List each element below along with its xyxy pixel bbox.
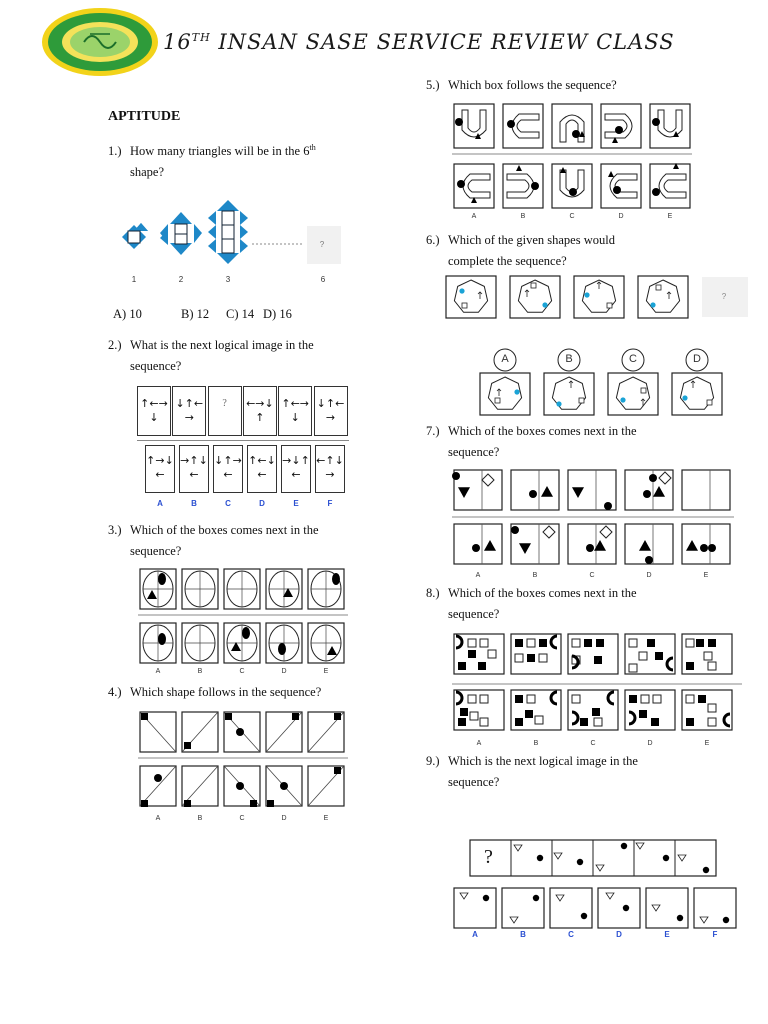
q3-dot	[242, 627, 250, 639]
question-5: 5.) Which box follows the sequence?	[426, 78, 617, 92]
q3-dot	[278, 643, 286, 655]
q4-option-label: C	[239, 815, 245, 822]
q2-option-cell[interactable]: →↓↑ ←	[281, 445, 311, 493]
q1-option-b[interactable]: B) 12	[181, 307, 210, 321]
q6-teal-dot	[620, 397, 625, 402]
q2-option-cell[interactable]: ↑←↓ ←	[247, 445, 277, 493]
q8-white-square	[704, 652, 712, 660]
q5-dot	[455, 118, 463, 126]
q8-white-square	[468, 639, 476, 647]
q4-option-label: D	[281, 815, 287, 822]
q1-option-d[interactable]: D) 16	[263, 307, 292, 321]
q4-square	[141, 713, 148, 720]
q7-dot	[700, 544, 708, 552]
q8-white-square	[488, 650, 496, 658]
question-9: 9.) Which is the next logical image in the sequence?	[426, 754, 638, 789]
question-7: 7.) Which of the boxes comes next in the sequence?	[426, 424, 637, 459]
q9-dot	[621, 843, 627, 849]
club-logo	[40, 6, 160, 78]
q6-square	[495, 398, 500, 403]
q6-teal-dot	[682, 395, 687, 400]
q7-dot	[649, 474, 657, 482]
q8-black-square	[580, 718, 588, 726]
q5-sequence-box	[601, 104, 641, 148]
q1-label-3: 3	[225, 275, 231, 284]
question-1: 1.) How many triangles will be in the 6th shape?	[108, 143, 316, 180]
q9-option-label: C	[568, 930, 574, 939]
q7-sequence-box	[511, 470, 559, 510]
q2-sequence-cell: ←→↓ ↑	[243, 386, 277, 436]
q8-white-square	[653, 695, 661, 703]
q7-dot	[604, 502, 612, 510]
q8-white-square	[708, 718, 716, 726]
q5-option-label: B	[520, 213, 526, 220]
q8-black-square	[655, 652, 663, 660]
q8-white-square	[480, 718, 488, 726]
q8-white-square	[572, 639, 580, 647]
q4-dot	[236, 728, 244, 736]
q5-dot	[615, 126, 623, 134]
q8-black-square	[686, 718, 694, 726]
q7-option-label: E	[703, 572, 709, 579]
q8-white-square	[527, 695, 535, 703]
q8-black-square	[468, 650, 476, 658]
q6-square	[462, 303, 467, 308]
q4-option-label: E	[323, 815, 329, 822]
q2-sequence-cell: ↓↑← →	[172, 386, 206, 436]
q5-figure	[452, 100, 692, 222]
q8-black-square	[651, 718, 659, 726]
q5-option-box	[650, 164, 690, 208]
q5-option-box	[601, 164, 641, 208]
q9-placeholder: ?	[484, 846, 493, 868]
q9-option-box	[694, 888, 736, 928]
q1-label-2: 2	[178, 275, 184, 284]
q8-white-square	[515, 654, 523, 662]
q7-dot	[708, 544, 716, 552]
q5-dot	[457, 180, 465, 188]
q8-white-square	[639, 652, 647, 660]
q8-black-square	[698, 695, 706, 703]
q8-black-square	[639, 710, 647, 718]
q8-white-square	[629, 639, 637, 647]
q8-option-label: D	[647, 740, 653, 747]
q2-option-cell[interactable]: ↓↑→ ←	[213, 445, 243, 493]
q7-dot	[529, 490, 537, 498]
q7-figure	[452, 466, 734, 584]
q8-black-square	[458, 662, 466, 670]
q7-sequence-box	[682, 470, 730, 510]
q8-white-square	[480, 695, 488, 703]
q3-option-label: E	[323, 668, 329, 675]
q6-square	[707, 400, 712, 405]
q3-option-label: A	[155, 668, 161, 675]
q6-teal-dot	[584, 292, 589, 297]
q8-white-square	[686, 695, 694, 703]
q4-square	[184, 742, 191, 749]
q8-option-label: A	[476, 740, 482, 747]
q7-dot	[643, 490, 651, 498]
question-8: 8.) Which of the boxes comes next in the sequence?	[426, 586, 637, 621]
section-heading: APTITUDE	[108, 109, 181, 124]
q7-dot	[472, 544, 480, 552]
q6-square	[531, 283, 536, 288]
q7-option-label: B	[532, 572, 538, 579]
q5-dot	[531, 182, 539, 190]
q8-white-square	[686, 639, 694, 647]
q4-dot	[154, 774, 162, 782]
q5-sequence-box	[454, 104, 494, 148]
q7-dot	[645, 556, 653, 564]
q2-option-label: B	[191, 499, 197, 508]
q5-option-label: E	[667, 213, 673, 220]
q8-white-square	[470, 712, 478, 720]
q2-sequence-cell: ↓↑← →	[314, 386, 348, 436]
q9-dot	[483, 895, 489, 901]
q1-option-c[interactable]: C) 14	[226, 307, 255, 321]
question-3: 3.) Which of the boxes comes next in the sequence?	[108, 523, 319, 558]
q1-placeholder: ?	[319, 240, 325, 249]
q2-option-cell[interactable]: ←↑↓ →	[315, 445, 345, 493]
q4-dot	[236, 782, 244, 790]
q2-divider	[137, 440, 349, 441]
q2-sequence-cell: ↑←→ ↓	[278, 386, 312, 436]
q6-placeholder: ?	[721, 292, 727, 301]
q6-option-label: C	[629, 353, 637, 365]
q9-dot	[723, 917, 729, 923]
q4-square	[334, 713, 341, 720]
q8-black-square	[460, 708, 468, 716]
q7-option-label: D	[646, 572, 652, 579]
q5-option-label: C	[569, 213, 575, 220]
q4-square	[184, 800, 191, 807]
q9-dot	[533, 895, 539, 901]
q4-square	[267, 800, 274, 807]
q8-black-square	[696, 639, 704, 647]
q2-sequence-cell: ↑←→ ↓	[137, 386, 171, 436]
q8-black-square	[458, 718, 466, 726]
q2-option-label: D	[259, 499, 265, 508]
q2-option-label: A	[157, 499, 163, 508]
q4-square	[334, 767, 341, 774]
q5-dot	[507, 120, 515, 128]
q6-option-label: A	[501, 353, 509, 365]
q7-dot	[452, 472, 460, 480]
q7-dot	[586, 544, 594, 552]
q2-option-cell[interactable]: ↑→↓ ←	[145, 445, 175, 493]
q9-dot	[623, 905, 629, 911]
q3-figure	[138, 567, 348, 679]
q8-black-square	[686, 662, 694, 670]
q8-figure	[452, 630, 742, 750]
q8-black-square	[515, 695, 523, 703]
q8-option-label: B	[533, 740, 539, 747]
q8-black-square	[596, 639, 604, 647]
q7-dot	[511, 526, 519, 534]
q9-option-box	[646, 888, 688, 928]
q3-option-label: B	[197, 668, 203, 675]
q5-option-label: A	[471, 213, 477, 220]
q9-option-label: F	[712, 930, 718, 939]
q5-dot	[652, 188, 660, 196]
q6-square	[641, 388, 646, 393]
q6-teal-dot	[514, 389, 519, 394]
q4-option-label: B	[197, 815, 203, 822]
q4-option-label: A	[155, 815, 161, 822]
q8-white-square	[468, 695, 476, 703]
q8-white-square	[629, 664, 637, 672]
q4-figure	[138, 710, 348, 822]
q8-black-square	[592, 708, 600, 716]
q3-dot	[332, 573, 340, 585]
q1-label-1: 1	[131, 275, 137, 284]
q8-white-square	[535, 716, 543, 724]
q2-option-cell[interactable]: →↑↓ ←	[179, 445, 209, 493]
q2-sequence-cell: ?	[208, 386, 242, 436]
page-title: 16TH INSAN SASE SERVICE REVIEW CLASS	[163, 30, 675, 54]
q3-dot	[158, 633, 166, 645]
q2-option-label: E	[293, 499, 299, 508]
q8-white-square	[539, 654, 547, 662]
q8-black-square	[515, 639, 523, 647]
q8-white-square	[572, 695, 580, 703]
q7-option-label: A	[475, 572, 481, 579]
q5-sequence-box	[552, 104, 592, 148]
q5-dot	[652, 118, 660, 126]
q4-square	[250, 800, 257, 807]
q9-option-box	[502, 888, 544, 928]
q6-square	[607, 303, 612, 308]
q1-label-6: 6	[320, 275, 326, 284]
q8-black-square	[527, 654, 535, 662]
q9-dot	[703, 867, 709, 873]
q8-black-square	[708, 639, 716, 647]
q9-option-label: E	[664, 930, 670, 939]
q1-option-a[interactable]: A) 10	[113, 307, 142, 321]
q4-square	[141, 800, 148, 807]
q8-white-square	[527, 639, 535, 647]
q6-square	[656, 285, 661, 290]
q8-black-square	[478, 662, 486, 670]
q6-figure	[444, 272, 750, 422]
q8-white-square	[708, 704, 716, 712]
q9-dot	[577, 859, 583, 865]
q4-dot	[280, 782, 288, 790]
q9-figure	[452, 838, 742, 934]
q9-option-label: A	[472, 930, 478, 939]
q6-teal-dot	[459, 288, 464, 293]
q7-option-box	[454, 524, 502, 564]
q8-black-square	[594, 656, 602, 664]
q6-square	[579, 398, 584, 403]
q9-dot	[537, 855, 543, 861]
q8-option-label: C	[590, 740, 596, 747]
q3-option-label: C	[239, 668, 245, 675]
q8-white-square	[480, 639, 488, 647]
q9-option-box	[598, 888, 640, 928]
q8-black-square	[584, 639, 592, 647]
q8-white-square	[641, 695, 649, 703]
q5-dot	[569, 188, 577, 196]
q9-option-box	[550, 888, 592, 928]
q8-black-square	[525, 710, 533, 718]
q9-option-label: D	[616, 930, 622, 939]
question-2: 2.) What is the next logical image in the sequence?	[108, 338, 314, 373]
q8-option-label: E	[704, 740, 710, 747]
q2-option-label: C	[225, 499, 231, 508]
q3-option-label: D	[281, 668, 287, 675]
q8-black-square	[629, 695, 637, 703]
q6-teal-dot	[650, 302, 655, 307]
q6-teal-dot	[542, 302, 547, 307]
q4-square	[225, 713, 232, 720]
q5-option-label: D	[618, 213, 624, 220]
q9-dot	[663, 855, 669, 861]
q7-option-box	[682, 524, 730, 564]
q8-black-square	[647, 639, 655, 647]
q9-dot	[581, 913, 587, 919]
q7-option-label: C	[589, 572, 595, 579]
q8-white-square	[708, 662, 716, 670]
question-4: 4.) Which shape follows in the sequence?	[108, 685, 322, 699]
q2-option-label: F	[327, 499, 333, 508]
q6-option-label: D	[693, 353, 701, 365]
q6-teal-dot	[556, 401, 561, 406]
q5-dot	[613, 186, 621, 194]
q9-option-label: B	[520, 930, 526, 939]
q8-black-square	[539, 639, 547, 647]
q9-dot	[677, 915, 683, 921]
q6-option-label: B	[565, 353, 573, 365]
q8-black-square	[515, 718, 523, 726]
question-6: 6.) Which of the given shapes would complete the sequence?	[426, 233, 615, 268]
q8-white-square	[594, 718, 602, 726]
q3-dot	[158, 573, 166, 585]
q5-option-box	[552, 164, 592, 208]
q4-square	[292, 713, 299, 720]
q5-dot	[572, 130, 580, 138]
